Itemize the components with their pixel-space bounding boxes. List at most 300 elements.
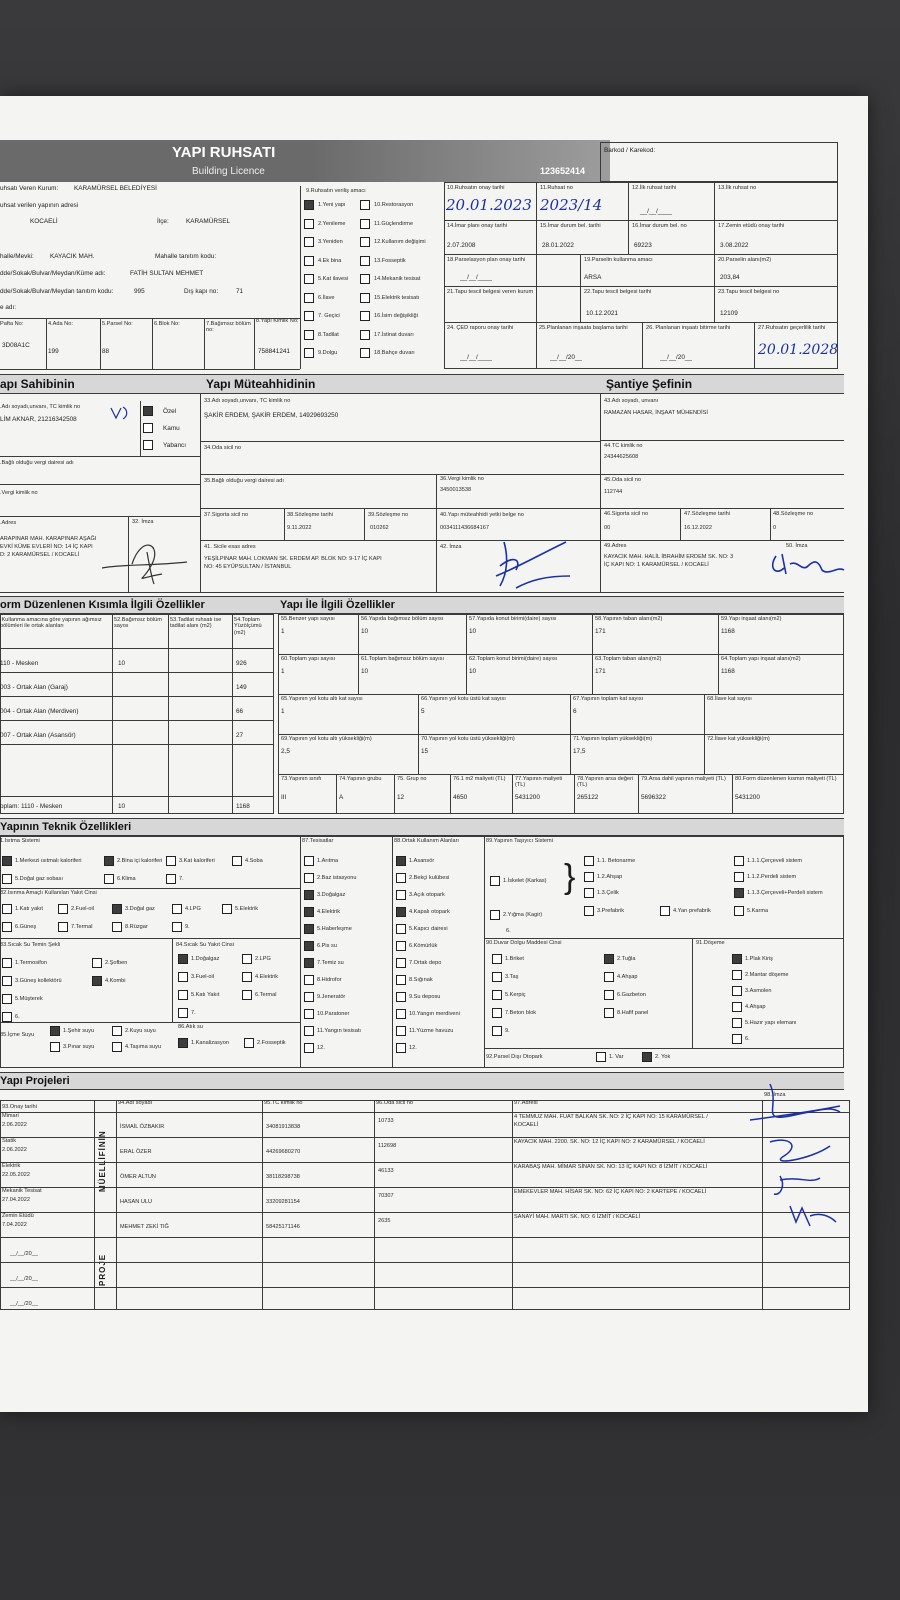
purpose-label-13: 13.Fosseptik [374,257,406,264]
installation-opt-2-checkbox[interactable] [304,873,314,883]
hotfuel-title: 84.Sıcak Su Yakıt Cinsi [176,942,234,948]
carrier-opt-2-checkbox[interactable] [490,910,500,920]
water-opt-2-label: 2.Kuyu suyu [125,1028,156,1034]
hotfuel-opt-7-checkbox[interactable] [178,1008,188,1018]
carrier-sub-5-label: 1.1.2.Perdeli sistem [747,874,797,880]
building-value-78: 265122 [577,794,599,801]
proj-row-line [0,1287,850,1288]
building-cell-line [592,654,593,694]
owner-address-line3: D: 2 KARAMÜRSEL / KOCAELİ [0,552,80,558]
usage-total-area: 1168 [236,803,250,810]
neighbourhood-code-label: Mahalle tanıtım kodu: [155,253,217,260]
waste-opt-1-checkbox[interactable] [178,1038,188,1048]
installation-opt-2-label: 2.Baz istasyonu [317,875,357,881]
heating-opt-4-checkbox[interactable] [232,856,242,866]
common-opt-12-label: 12. [409,1045,417,1051]
water-title: 85.İçme Suyu [0,1032,35,1038]
tech-vline [172,938,173,1022]
fuel-opt-4-checkbox[interactable] [172,904,182,914]
usage-total-line [0,796,274,797]
floor-opt-1-checkbox[interactable] [732,954,742,964]
proj-name: İSMAİL ÖZBAKIR [120,1124,165,1130]
purpose-label-15: 15.Elektrik tesisatı [374,294,420,301]
building-value-66: 5 [421,708,425,715]
carrier-sub-6-checkbox[interactable] [734,888,744,898]
hotwater-title: 83.Sıcak Su Temin Şekli [0,942,61,948]
wall-opt-2-checkbox[interactable] [604,954,614,964]
proj-date: 27.04.2022 [2,1197,30,1203]
street-code-value: 995 [134,288,145,295]
tech-line [0,938,300,939]
building-value-58: 171 [595,628,606,635]
heating-opt-6-label: 6.Klima [117,876,136,882]
building-value-59: 1168 [721,628,735,635]
carrier-opt-5-checkbox[interactable] [734,906,744,916]
purpose-label-3: 3.Yeniden [318,239,343,245]
building-value-73: III [281,794,287,801]
hotfuel-opt-4-checkbox[interactable] [242,972,252,982]
building-label-76: 76.1 m2 maliyeti (TL) [453,776,506,782]
fuel-opt-9-checkbox[interactable] [172,922,182,932]
soil-date-label: 17.Zemin etüdü onay tarihi [718,223,785,229]
proj-tc: 44269680270 [266,1149,301,1155]
installation-opt-1-label: 1.Arıtma [317,858,339,864]
purpose-checkbox-10[interactable] [360,200,370,210]
hotwater-opt-6-checkbox[interactable] [2,1012,12,1022]
common-opt-4-checkbox[interactable] [396,907,406,917]
contractor-name-value: ŞAKİR ERDEM, ŞAKİR ERDEM, 14929693250 [204,412,339,419]
floor-opt-6-checkbox[interactable] [732,1034,742,1044]
proj-col-chamber: 96.Oda sicil no [376,1100,414,1106]
building-cell-line [718,654,719,694]
proj-vertical-author: MÜELLİFİNİN [98,1130,107,1192]
site-name-label: e adı: [0,304,16,311]
owner-address-label: .Adres [0,520,17,526]
installation-opt-1-checkbox[interactable] [304,856,314,866]
installation-opt-12-checkbox[interactable] [304,1043,314,1053]
common-opt-1-label: 1.Asansör [409,858,435,864]
building-value-75: 12 [397,794,405,801]
building-cell-line [418,734,419,774]
building-value-79: 5696322 [641,794,666,801]
owner-foreign-label: Yabancı [163,442,186,449]
wall-opt-6-checkbox[interactable] [604,990,614,1000]
parking-title: 92.Parsel Dışı Otopark [486,1054,543,1060]
contract-no-value: 010262 [370,525,389,531]
purpose-checkbox-15[interactable] [360,293,370,303]
wall-opt-3-checkbox[interactable] [492,972,502,982]
validity-date-label: 27.Ruhsatın geçerlilik tarihi [758,325,826,331]
building-label-68: 68.İlave kat sayısı [707,696,752,702]
common-opt-1-checkbox[interactable] [396,856,406,866]
building-cell-line [732,774,733,814]
floor-opt-3-checkbox[interactable] [732,986,742,996]
purpose-checkbox-7[interactable] [304,311,314,321]
fuel-opt-2-label: 2.Fuel-oil [71,906,95,912]
wall-opt-8-checkbox[interactable] [604,1008,614,1018]
parcel-use-value: ARSA [584,274,602,281]
purpose-label-4: 4.Ek bina [318,257,342,264]
end-date-label: 26. Planlanan inşaatı bitirme tarihi [646,325,731,331]
building-cell-line [592,614,593,654]
usage-row-line [0,648,274,649]
owner-address-line1: ARAPINAR MAH. KARAPINAR AŞAĞI [0,536,97,542]
contractor-name-label: 33.Adı soyadı,unvanı, TC kimlik no [204,398,291,404]
purpose-checkbox-2[interactable] [304,219,314,229]
owner-public-checkbox[interactable] [143,423,153,433]
installation-opt-7-checkbox[interactable] [304,958,314,968]
proj-type: Zemin Etüdü [2,1213,34,1219]
hotwater-opt-5-checkbox[interactable] [2,994,12,1004]
proj-chamber: 10733 [378,1118,394,1124]
fuel-opt-6-checkbox[interactable] [2,922,12,932]
purpose-checkbox-18[interactable] [360,348,370,358]
installation-opt-9-checkbox[interactable] [304,992,314,1002]
heating-opt-7-label: 7. [179,876,184,882]
installation-opt-12-label: 12. [317,1045,325,1051]
wall-opt-5-checkbox[interactable] [492,990,502,1000]
common-opt-9-checkbox[interactable] [396,992,406,1002]
usage-title: orm Düzenlenen Kısımla İlgili Özellikler [0,599,205,611]
common-opt-9-label: 9.Su deposu [409,994,441,1000]
block-no-label: 4.Ada No: [48,321,73,327]
hotfuel-opt-5-checkbox[interactable] [178,990,188,1000]
owner-address-line2: EVKİ KÜME EVLERİ NO: 14 İÇ KAPI [0,544,93,550]
usage-row-name: 004 - Ortak Alan (Merdiven) [0,708,79,715]
waste-opt-2-checkbox[interactable] [244,1038,254,1048]
wall-opt-8-label: 8.Hafif panel [617,1010,649,1016]
floor-opt-4-checkbox[interactable] [732,1002,742,1012]
carrier-sub-4-checkbox[interactable] [734,856,744,866]
owner-foreign-checkbox[interactable] [143,440,153,450]
installation-opt-11-checkbox[interactable] [304,1026,314,1036]
carrier-sub-3-checkbox[interactable] [584,888,594,898]
usage-row-line [0,744,274,745]
bldg-block-label: 6.Blok No: [154,321,180,327]
building-value-80: 5431200 [735,794,760,801]
building-cell-line [278,694,279,734]
eia-date-value: __/__/____ [460,354,492,361]
carrier-opt-1-checkbox[interactable] [490,876,500,886]
building-label-78: 78.Yapının arsa değeri (TL) [577,776,634,789]
building-row-line [278,774,844,775]
contractor-section-title: Yapı Müteahhidinin [206,377,316,391]
proj-address1: EMEKEVLER MAH. HİSAR SK. NO: 62 İÇ KAPI NO: 2 KARTEPE / KOCAELİ [514,1189,707,1195]
chief-contract-date-label: 47.Sözleşme tarihi [684,511,731,517]
building-value-61: 10 [361,668,369,675]
heating-opt-5-label: 5.Doğal gaz sobası [15,876,63,882]
owner-name-label: .Adı soyadı,unvanı, TC kimlik no [0,404,81,410]
carrier-opt-4-checkbox[interactable] [660,906,670,916]
floor-opt-3-label: 3.Asmolen [745,988,772,994]
building-id-label: 8.Yapı Kimlik No: [256,318,299,324]
purpose-label-18: 18.Bahçe duvarı [374,350,415,356]
barcode-number: 123652414 [540,166,586,176]
building-value-70: 15 [421,748,429,755]
hotfuel-opt-6-checkbox[interactable] [242,990,252,1000]
deed-no-label: 23.Tapu tescil belgesi no [718,289,780,295]
building-label-67: 67.Yapının toplam kat sayısı [573,696,644,702]
purpose-checkbox-6[interactable] [304,293,314,303]
carrier-sub-6-label: 1.1.3.Çerçeveli+Perdeli sistem [747,890,823,896]
installation-opt-10-checkbox[interactable] [304,1009,314,1019]
proj-address1: KAYACIK MAH. 2200. SK. NO: 12 İÇ KAPI NO: 2 KARAMÜRSEL / KOCAELİ [514,1139,705,1145]
installation-opt-5-checkbox[interactable] [304,924,314,934]
purpose-label-7: 7. Geçici [318,313,340,319]
floor-opt-5-checkbox[interactable] [732,1018,742,1028]
fuel-opt-1-label: 1.Katı yakıt [15,906,43,912]
building-cell-line [466,614,467,654]
hotfuel-opt-3-checkbox[interactable] [178,972,188,982]
common-opt-11-checkbox[interactable] [396,1026,406,1036]
hotwater-opt-3-checkbox[interactable] [2,976,12,986]
heating-opt-5-checkbox[interactable] [2,874,12,884]
purpose-checkbox-13[interactable] [360,256,370,266]
wall-opt-9-checkbox[interactable] [492,1026,502,1036]
waste-opt-1-label: 1.Kanalizasyon [191,1040,229,1046]
owner-private-checkbox[interactable] [143,406,153,416]
purpose-checkbox-12[interactable] [360,237,370,247]
building-row-line [278,654,844,655]
proj-chamber: 2635 [378,1218,391,1224]
carrier-opt-5-label: 5.Karma [747,908,769,914]
common-opt-3-checkbox[interactable] [396,890,406,900]
purpose-label-17: 17.İstinat duvarı [374,331,414,338]
purpose-checkbox-4[interactable] [304,256,314,266]
purpose-checkbox-5[interactable] [304,274,314,284]
start-date-label: 25.Planlanan inşaata başlama tarihi [539,325,628,331]
wall-opt-7-checkbox[interactable] [492,1008,502,1018]
proj-col-name: 94.Adı soyadı [118,1100,153,1106]
document-title: YAPI RUHSATI [172,144,276,161]
purpose-title: 9.Ruhsatın veriliş amacı [306,188,366,194]
proj-tc: 58425171146 [266,1224,300,1230]
installation-opt-4-checkbox[interactable] [304,907,314,917]
building-cell-line [450,774,451,814]
proj-row-line [0,1212,850,1213]
hotfuel-opt-1-checkbox[interactable] [178,954,188,964]
building-cell-line [704,734,705,774]
proj-col-tc: 95.TC kimlik no [264,1100,303,1106]
hotwater-opt-1-label: 1.Termosifon [15,960,48,966]
proj-type: Mimari [2,1113,19,1119]
building-label-66: 66.Yapının yol kotu üstü kat sayısı [421,696,506,702]
authority-no-value: 0034111436684167 [440,525,489,531]
proj-address2: KOCAELİ [514,1122,539,1128]
proj-tc: 34081913838 [266,1124,301,1130]
contractor-address-line2: NO: 45 EYÜPSULTAN / İSTANBUL [204,564,292,570]
hotwater-opt-4-checkbox[interactable] [92,976,102,986]
purpose-checkbox-3[interactable] [304,237,314,247]
parking-opt-1-checkbox[interactable] [596,1052,606,1062]
building-label-80: 80.Form düzenlenen kısmın maliyeti (TL) [735,776,837,782]
parking-opt-1-label: 1. Var [609,1054,624,1060]
chief-contract-no-value: 0 [773,525,777,531]
common-opt-10-label: 10.Yangın merdiveni [409,1011,460,1017]
heating-opt-2-checkbox[interactable] [104,856,114,866]
purpose-checkbox-16[interactable] [360,311,370,321]
eia-date-label: 24. ÇED raporu onay tarihi [447,325,514,331]
building-cell-line [278,734,279,774]
water-opt-3-checkbox[interactable] [50,1042,60,1052]
proj-chamber: 46133 [378,1168,394,1174]
heating-title: 1.Isıtma Sistemi [0,838,40,844]
proj-row-line [0,1262,850,1263]
contractor-tax-no-value: 3450013538 [440,487,472,493]
floor-title: 91.Döşeme [696,940,725,946]
hotwater-opt-2-checkbox[interactable] [92,958,102,968]
carrier-opt-1-label: 1.İskelet (Karkas) [503,878,547,884]
purpose-checkbox-8[interactable] [304,330,314,340]
issuer-label: uhsatı Veren Kurum: [0,185,59,192]
contractor-address-label: 41. Sicile esas adres [204,544,256,550]
common-opt-5-checkbox[interactable] [396,924,406,934]
building-label-74: 74.Yapının grubu [339,776,382,782]
deed-no-value: 12109 [720,310,738,317]
proj-date: 2.06.2022 [2,1147,27,1153]
purpose-label-5: 5.Kat ilavesi [318,276,349,282]
building-label-64: 64.Toplam yapı inşaat alanı(m2) [721,656,801,662]
floor-opt-2-checkbox[interactable] [732,970,742,980]
fuel-opt-7-checkbox[interactable] [58,922,68,932]
proj-date: 7.04.2022 [2,1222,27,1228]
fuel-opt-2-checkbox[interactable] [58,904,68,914]
parking-opt-2-label: 2. Yok [655,1054,671,1060]
owner-tax-office-label: .Bağlı olduğu vergi dairesi adı [0,460,74,466]
wall-opt-4-checkbox[interactable] [604,972,614,982]
first-licence-date-value: __/__/____ [640,208,672,215]
street-code-label: dde/Sokak/Bulvar/Meydan tanıtım kodu: [0,288,114,295]
common-opt-7-checkbox[interactable] [396,958,406,968]
installation-opt-6-checkbox[interactable] [304,941,314,951]
purpose-checkbox-14[interactable] [360,274,370,284]
proj-name: HASAN ULU [120,1199,153,1205]
heating-opt-1-label: 1.Merkezi ısıtmalı kaloriferi [15,858,82,864]
building-id-value: 758841241 [258,348,290,355]
heating-opt-2-label: 2.Bina içi kaloriferi [117,858,163,864]
fuel-opt-5-label: 5.Elektrik [235,906,259,912]
hotfuel-opt-2-checkbox[interactable] [242,954,252,964]
heating-opt-1-checkbox[interactable] [2,856,12,866]
building-label-62: 62.Toplam konut birimi(daire) sayısı [469,656,558,662]
building-label-63: 63.Toplam taban alanı(m2) [595,656,662,662]
hotfuel-opt-7-label: 7. [191,1010,196,1016]
proj-tc: 33209281154 [266,1199,300,1205]
carrier-sub-1-checkbox[interactable] [584,856,594,866]
fuel-opt-1-checkbox[interactable] [2,904,12,914]
carrier-sub-5-checkbox[interactable] [734,872,744,882]
address-label: uhsat verilen yapının adresi [0,202,79,209]
owner-section-title: apı Sahibinin [0,377,75,391]
purpose-label-10: 10.Restorasyon [374,202,414,208]
installation-opt-8-checkbox[interactable] [304,975,314,985]
water-opt-2-checkbox[interactable] [112,1026,122,1036]
contractor-address-line1: YEŞİLPINAR MAH. LOKMAN SK. ERDEM AP. BLOK NO: 9-17 İÇ KAPI [204,556,382,562]
building-label-60: 60.Toplam yapı sayısı [281,656,336,662]
purpose-label-2: 2.Yenileme [318,220,346,227]
hotfuel-opt-3-label: 3.Fuel-oil [191,974,215,980]
water-opt-1-checkbox[interactable] [50,1026,60,1036]
chief-tc-label: 44.TC kimlik no [604,443,643,449]
heating-opt-3-checkbox[interactable] [166,856,176,866]
wall-title: 90.Duvar Dolgu Maddesi Cinsi [486,940,562,946]
building-cell-line [394,774,395,814]
hotfuel-opt-6-label: 6.Termal [255,992,277,998]
common-opt-12-checkbox[interactable] [396,1043,406,1053]
purpose-checkbox-9[interactable] [304,348,314,358]
proj-type: Mekanik Tesisat [2,1188,42,1194]
building-value-77: 5431200 [515,794,540,801]
building-label-65: 65.Yapının yol kotu altı kat sayısı [281,696,363,702]
zoning-doc-no-label: 16.İmar durum bel. no [632,223,687,229]
usage-row-count: 10 [118,660,126,667]
common-opt-6-checkbox[interactable] [396,941,406,951]
parking-opt-2-checkbox[interactable] [642,1052,652,1062]
building-cell-line [278,654,279,694]
fuel-opt-3-checkbox[interactable] [112,904,122,914]
installation-opt-5-label: 5.Haberleşme [317,926,352,932]
authority-no-label: 40.Yapı müteahhidi yetki belge no [440,512,524,518]
tech-vline2 [692,938,693,1048]
heating-opt-7-checkbox[interactable] [166,874,176,884]
common-opt-10-checkbox[interactable] [396,1009,406,1019]
barcode-label: Barkod / Karekod: [604,147,656,154]
fuel-opt-8-checkbox[interactable] [112,922,122,932]
building-value-63: 171 [595,668,606,675]
usage-col-area: 54.Toplam Yüzölçümü (m2) [234,617,262,636]
fuel-opt-5-checkbox[interactable] [222,904,232,914]
purpose-label-14: 14.Mekanik tesisat [374,276,421,282]
purpose-checkbox-11[interactable] [360,219,370,229]
chief-chamber-label: 45.Oda sicil no [604,477,642,483]
carrier-opt-3-checkbox[interactable] [584,906,594,916]
owner-public-label: Kamu [163,425,180,432]
floor-opt-2-label: 2.Mantar döşeme [745,972,789,978]
approval-date-value: 20.01.2023 [446,196,532,214]
purpose-checkbox-1[interactable] [304,200,314,210]
installation-opt-3-checkbox[interactable] [304,890,314,900]
hotfuel-opt-5-label: 5.Katı Yakıt [191,992,220,998]
carrier-sub-2-checkbox[interactable] [584,872,594,882]
tech-line [0,888,300,889]
owner-signature [92,524,192,586]
licence-document [0,96,868,1412]
purpose-checkbox-17[interactable] [360,330,370,340]
installation-opt-9-label: 9.Jeneratör [317,994,346,1000]
usage-row-line [0,720,274,721]
common-opt-2-checkbox[interactable] [396,873,406,883]
usage-row-name: 007 - Ortak Alan (Asansör) [0,732,76,739]
common-opt-11-label: 11.Yüzme havuzu [409,1028,454,1034]
purpose-label-8: 8.Tadilat [318,331,339,338]
hotwater-opt-1-checkbox[interactable] [2,958,12,968]
floor-opt-5-label: 5.Hazır yapı elemanı [745,1020,797,1026]
common-opt-8-checkbox[interactable] [396,975,406,985]
block-no-value: 199 [48,348,59,355]
hotwater-opt-5-label: 5.Müşterek [15,996,43,1002]
building-cell-line [570,734,571,774]
building-cell-line [336,774,337,814]
tech-line [484,1048,844,1049]
fuel-title: 82.Isınma Amaçlı Kullanılan Yakıt Cinsi [0,890,97,896]
project-signatures [740,1076,850,1236]
wall-opt-1-checkbox[interactable] [492,954,502,964]
building-value-57: 10 [469,628,477,635]
chief-name-value: RAMAZAN HASAR, İNŞAAT MÜHENDİSİ [604,410,708,416]
contractor-signature-label: 42. İmza [440,544,462,550]
heating-opt-6-checkbox[interactable] [104,874,114,884]
water-opt-4-checkbox[interactable] [112,1042,122,1052]
